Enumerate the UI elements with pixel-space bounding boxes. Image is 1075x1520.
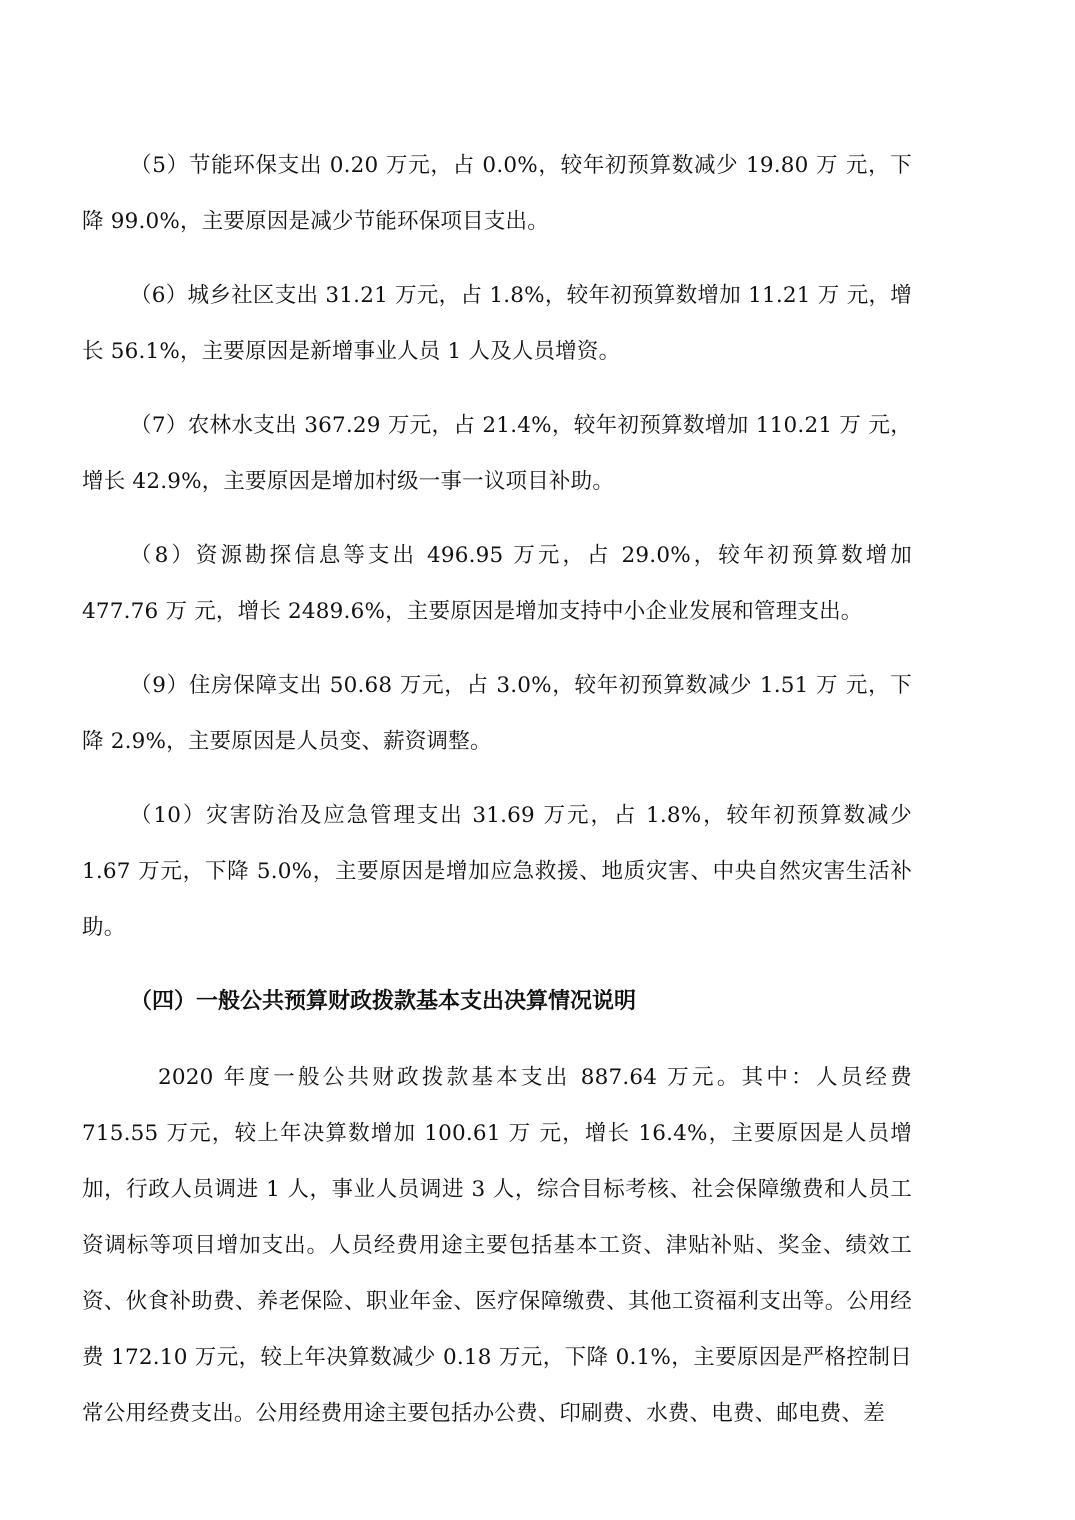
paragraph-agriculture-forestry-water: （7）农林水支出 367.29 万元，占 21.4%，较年初预算数增加 110.21 万 元，增长 42.9%，主要原因是增加村级一事一议项目补助。 (82, 413, 912, 494)
summary-paragraph: 2020 年度一般公共财政拨款基本支出 887.64 万元。其中：人员经费 715.55 万元，较上年决算数增加 100.61 万 元，增长 16.4%，主要原因是人员增加，行政人员调进 1 人，事业人员调进 3 人，综合目标考核、社会保障缴费和人员工资调标等项目增加支出。人员经费用途主要包括基本工资、津贴补贴、奖金、绩效工资、伙食补助费、养老保险、职业年金、医疗保障缴费、其他工资福利支出等。公用经费 172.10 万元，较上年决算数减少 0.18 万元，下降 0.1%，主要原因是严格控制日常公用经费支出。公用经费用途主要包括办公费、印刷费、水费、电费、邮电费、差 (82, 1065, 912, 1426)
paragraph-housing-security: （9）住房保障支出 50.68 万元，占 3.0%，较年初预算数减少 1.51 万 元，下降 2.9%，主要原因是人员变、薪资调整。 (82, 673, 912, 754)
paragraph-resource-exploration: （8）资源勘探信息等支出 496.95 万元，占 29.0%，较年初预算数增加 477.76 万 元，增长 2489.6%，主要原因是增加支持中小企业发展和管理支出。 (82, 543, 912, 624)
paragraph-disaster-prevention: （10）灾害防治及应急管理支出 31.69 万元，占 1.8%，较年初预算数减少 1.67 万元，下降 5.0%，主要原因是增加应急救援、地质灾害、中央自然灾害生活补助。 (82, 803, 912, 940)
document-page (82, 138, 912, 1442)
paragraph-urban-rural-community: （6）城乡社区支出 31.21 万元，占 1.8%，较年初预算数增加 11.21 万 元，增长 56.1%，主要原因是新增事业人员 1 人及人员增资。 (82, 283, 912, 364)
paragraph-energy-environment: （5）节能环保支出 0.20 万元，占 0.0%，较年初预算数减少 19.80 万 元，下降 99.0%，主要原因是减少节能环保项目支出。 (82, 153, 912, 234)
section-heading: （四）一般公共预算财政拨款基本支出决算情况说明 (130, 989, 637, 1014)
